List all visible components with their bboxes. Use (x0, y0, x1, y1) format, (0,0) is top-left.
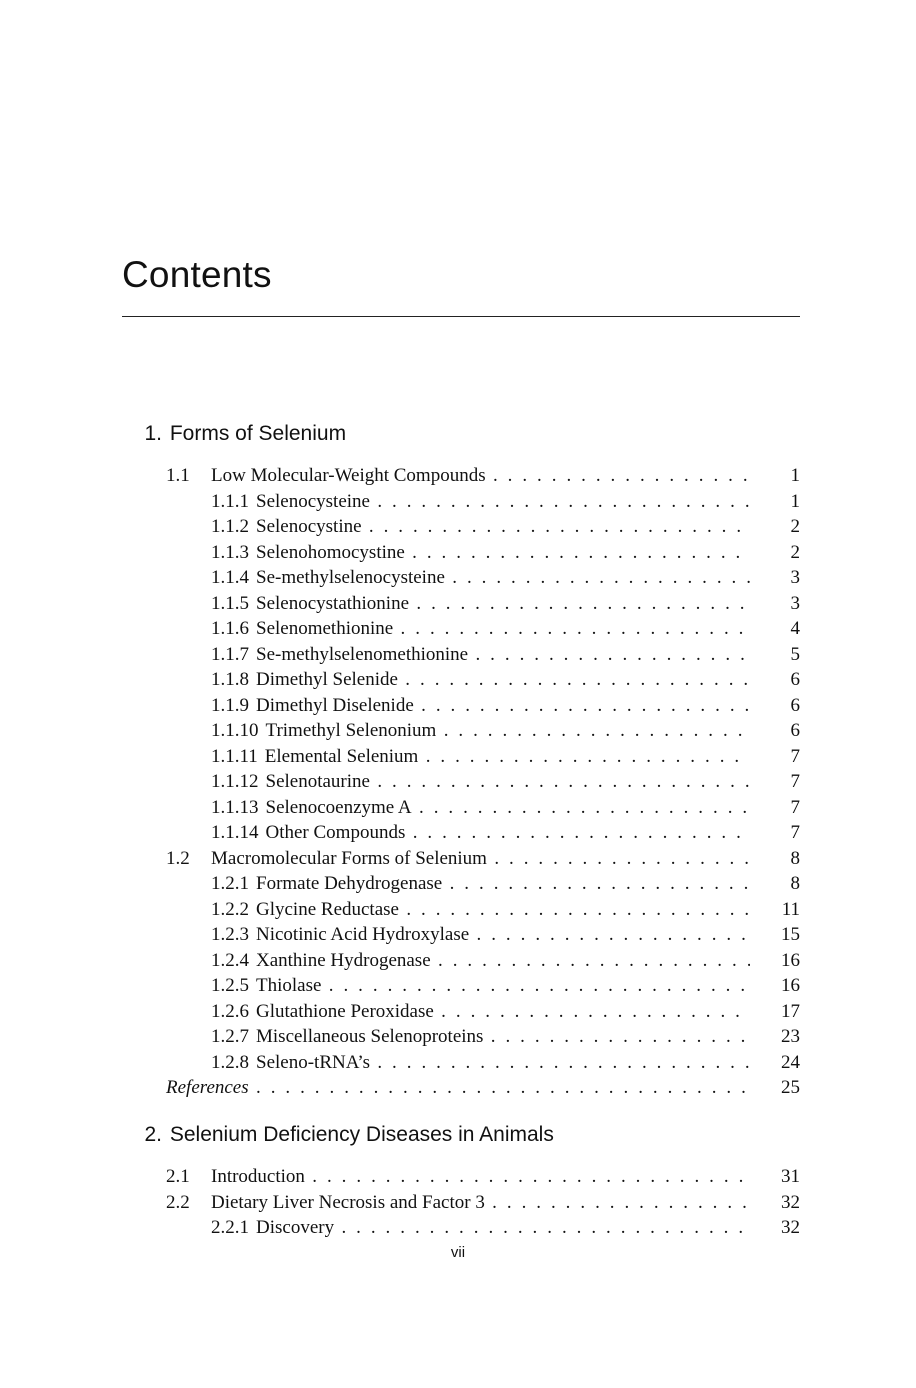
toc-entry[interactable] (122, 667, 802, 693)
section-title: Se-methylselenomethionine (256, 643, 469, 665)
toc-entry[interactable] (122, 616, 802, 642)
section-title: Xanthine Hydrogenase (256, 949, 431, 971)
section-number: 1.1.11 (211, 745, 258, 767)
toc-entry[interactable] (122, 463, 802, 489)
page-ref: 24 (781, 1051, 800, 1073)
toc-entry-leader (122, 948, 750, 974)
toc-entry[interactable] (122, 693, 802, 719)
page-ref: 11 (781, 898, 800, 920)
section-title: Selenomethionine (256, 618, 394, 639)
section-title: Nicotinic Acid Hydroxylase (256, 924, 470, 945)
section-number: 1.2.3 (211, 924, 249, 945)
page-ref: 17 (781, 1000, 800, 1022)
chapter-1 (122, 419, 802, 1101)
section-number: 1.1.1 (211, 490, 249, 512)
section-title: Other Compounds (265, 822, 406, 843)
toc-entry[interactable] (122, 642, 802, 668)
toc-entry[interactable] (122, 948, 802, 974)
toc-entry[interactable] (122, 1190, 802, 1216)
chapter-number: 2. (144, 1123, 162, 1146)
page-title: Contents (122, 254, 272, 295)
toc-entry-leader (122, 795, 750, 821)
section-number: 1.1.12 (211, 771, 259, 792)
section-number: 1.2.8 (211, 1051, 249, 1073)
section-number: 1.1.10 (211, 720, 259, 741)
toc-entry[interactable] (122, 897, 802, 923)
section-number: 1.1.9 (211, 694, 249, 716)
page-ref: 7 (790, 822, 800, 843)
toc-entry-leader (122, 540, 750, 566)
section-title: Selenocysteine (256, 490, 370, 512)
toc-entry[interactable] (122, 846, 802, 872)
page-number: vii (450, 1244, 466, 1261)
toc-entry-leader (122, 846, 750, 872)
section-number: 1.1.3 (211, 541, 249, 563)
section-title: Introduction (211, 1166, 305, 1187)
page-ref: 8 (790, 847, 800, 869)
page-ref: 3 (790, 567, 800, 588)
chapter-heading (122, 419, 802, 449)
toc-entry[interactable] (122, 565, 802, 591)
chapter-heading (122, 1120, 802, 1150)
toc-entry-leader (122, 922, 750, 948)
section-title: Glycine Reductase (256, 898, 399, 920)
section-number: 1.2.1 (211, 873, 249, 894)
toc-entry[interactable] (122, 514, 802, 540)
page-ref: 4 (790, 618, 800, 639)
section-number: 1.1.14 (211, 822, 259, 843)
page-ref: 16 (781, 975, 800, 996)
section-title: Selenocystine (256, 516, 362, 537)
section-number: 2.2.1 (211, 1217, 249, 1238)
toc-entry-leader (122, 1164, 750, 1190)
toc-entry[interactable] (122, 1075, 802, 1101)
page-ref: 25 (781, 1077, 800, 1098)
chapter-number: 1. (144, 422, 162, 445)
toc-entry-leader (122, 871, 750, 897)
toc-entry[interactable] (122, 744, 802, 770)
toc-entry-leader (122, 616, 750, 642)
section-title: Miscellaneous Selenoproteins (256, 1026, 484, 1047)
toc-entry[interactable] (122, 1164, 802, 1190)
section-title: Glutathione Peroxidase (256, 1000, 434, 1022)
section-number: 1.1.4 (211, 567, 249, 588)
toc-entry-leader (122, 1215, 750, 1241)
section-number: 1.2.2 (211, 898, 249, 920)
chapter-title: Forms of Selenium (169, 422, 347, 445)
section-number: 1.2.4 (211, 949, 249, 971)
toc-entry[interactable] (122, 820, 802, 846)
page-ref: 2 (790, 541, 800, 563)
section-title: Discovery (256, 1217, 335, 1238)
toc-entry-leader (122, 463, 750, 489)
section-number: 1.2.5 (211, 975, 249, 996)
section-number: 1.1.8 (211, 669, 249, 690)
title-rule (122, 316, 800, 317)
page-ref: 16 (781, 949, 800, 971)
toc-entry-leader (122, 693, 750, 719)
page-ref: 7 (790, 745, 800, 767)
page-ref: 6 (790, 669, 800, 690)
section-title: Thiolase (256, 975, 322, 996)
toc-entry-leader (122, 897, 750, 923)
toc-entry[interactable] (122, 999, 802, 1025)
page-ref: 1 (790, 465, 800, 486)
page-ref: 23 (781, 1026, 800, 1047)
section-title: Selenocoenzyme A (265, 796, 412, 818)
section-title: Low Molecular-Weight Compounds (211, 465, 486, 486)
toc-entry-leader (122, 820, 750, 846)
section-number: 1.1 (166, 465, 190, 486)
section-number: 1.2 (166, 847, 190, 869)
toc-entry-leader (122, 769, 750, 795)
toc-entry-leader (122, 514, 750, 540)
toc-entry-leader (122, 1050, 750, 1076)
toc-entry-leader (122, 489, 750, 515)
toc-entry-leader (122, 1024, 750, 1050)
page-ref: 3 (790, 592, 800, 614)
section-title: Seleno-tRNA’s (256, 1051, 370, 1073)
section-title: Selenohomocystine (256, 541, 405, 563)
section-title: Dietary Liver Necrosis and Factor 3 (211, 1191, 485, 1213)
toc-entry-leader (122, 1075, 750, 1101)
section-title: Dimethyl Selenide (256, 669, 398, 690)
section-title: Elemental Selenium (264, 745, 419, 767)
section-number: 2.1 (166, 1166, 190, 1187)
section-number: 1.1.5 (211, 592, 249, 614)
page-ref: 2 (790, 516, 800, 537)
section-title: Selenotaurine (265, 771, 370, 792)
page-ref: 6 (790, 694, 800, 716)
section-number: 1.1.13 (211, 796, 259, 818)
page-ref: 1 (790, 490, 800, 512)
toc-entry[interactable] (122, 795, 802, 821)
page-ref: 15 (781, 924, 800, 945)
toc-entry[interactable] (122, 718, 802, 744)
page-ref: 6 (790, 720, 800, 741)
toc-entry[interactable] (122, 540, 802, 566)
page-ref: 5 (790, 643, 800, 665)
toc-entry[interactable] (122, 769, 802, 795)
section-number: 2.2 (166, 1191, 190, 1213)
section-number: 1.1.6 (211, 618, 249, 639)
toc-entry[interactable] (122, 1215, 802, 1241)
section-title: Dimethyl Diselenide (256, 694, 414, 716)
toc-entry-leader (122, 565, 750, 591)
page-ref: 32 (781, 1217, 800, 1238)
toc-entry-leader (122, 744, 750, 770)
page-ref: 7 (790, 771, 800, 792)
toc-entry-leader (122, 667, 750, 693)
toc-entry[interactable] (122, 871, 802, 897)
toc-entry-leader (122, 999, 750, 1025)
section-title: References (166, 1077, 249, 1098)
page-ref: 8 (790, 873, 800, 894)
toc-entry-list (122, 463, 802, 1101)
section-number: 1.2.7 (211, 1026, 249, 1047)
toc-entry[interactable] (122, 489, 802, 515)
toc-entry-leader (122, 718, 750, 744)
toc-entry[interactable] (122, 1024, 802, 1050)
toc-entry-leader (122, 1190, 750, 1216)
toc-entry[interactable] (122, 973, 802, 999)
section-number: 1.2.6 (211, 1000, 249, 1022)
section-title: Trimethyl Selenonium (265, 720, 437, 741)
toc-entry[interactable] (122, 591, 802, 617)
toc-entry-leader (122, 642, 750, 668)
section-title: Formate Dehydrogenase (256, 873, 443, 894)
toc-entry[interactable] (122, 922, 802, 948)
toc-entry[interactable] (122, 1050, 802, 1076)
chapter-title: Selenium Deficiency Diseases in Animals (169, 1123, 554, 1146)
toc-entry-list (122, 1164, 802, 1241)
section-number: 1.1.2 (211, 516, 249, 537)
section-title: Selenocystathionine (256, 592, 410, 614)
page-ref: 32 (781, 1191, 800, 1213)
toc-entry-leader (122, 591, 750, 617)
page-ref: 31 (781, 1166, 800, 1187)
section-title: Macromolecular Forms of Selenium (211, 847, 487, 869)
section-number: 1.1.7 (211, 643, 249, 665)
toc-entry-leader (122, 973, 750, 999)
chapter-2 (122, 1120, 802, 1241)
section-title: Se-methylselenocysteine (256, 567, 445, 588)
page-ref: 7 (790, 796, 800, 818)
